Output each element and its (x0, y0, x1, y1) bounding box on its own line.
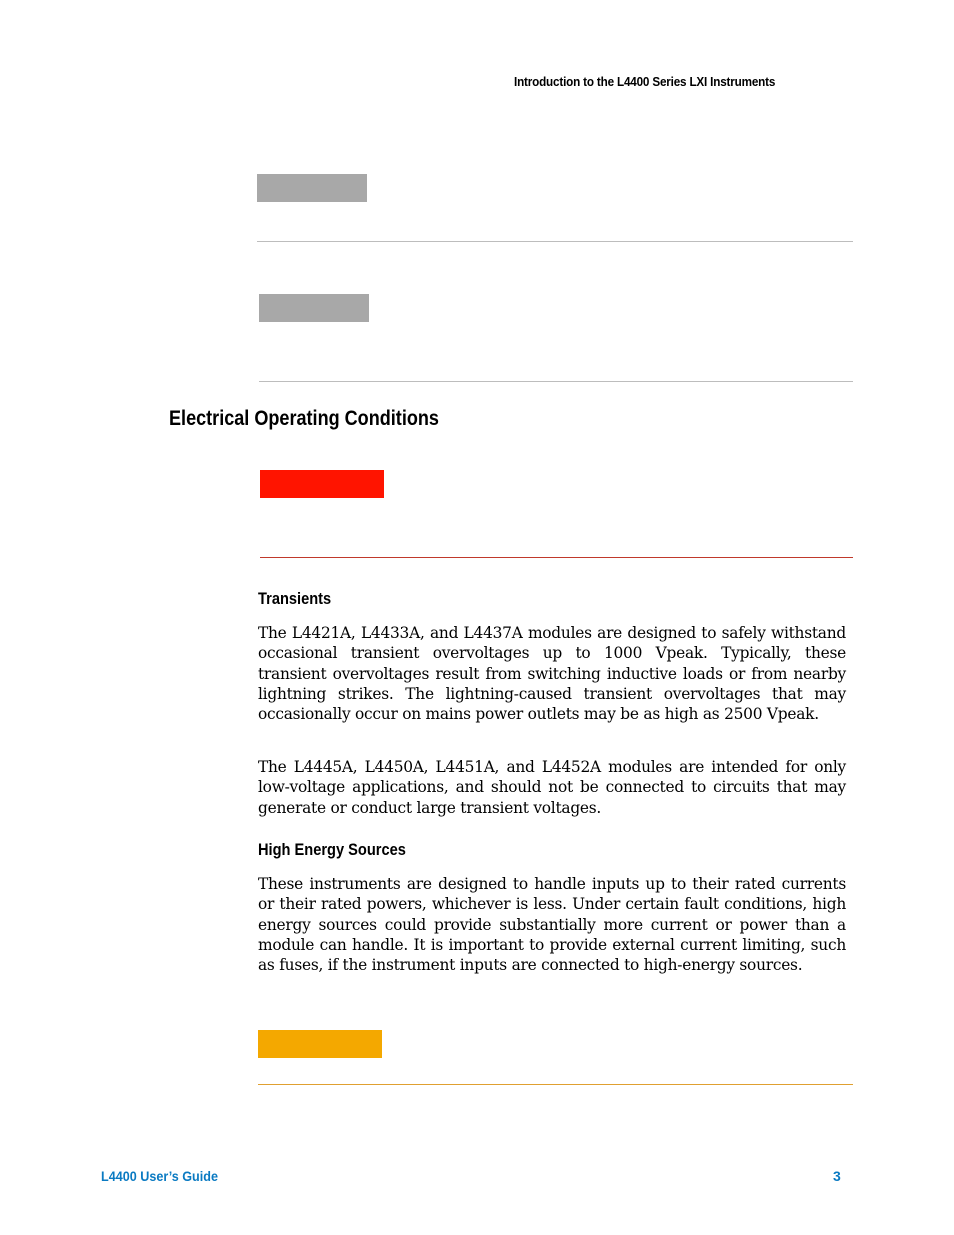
note-divider (259, 381, 853, 382)
caution-label-bar (258, 1030, 382, 1058)
warning-label-bar (260, 470, 384, 498)
note-label-bar (257, 174, 367, 202)
note-label-bar (259, 294, 369, 322)
caution-divider (258, 1084, 853, 1085)
section-title: Electrical Operating Conditions (169, 407, 439, 430)
transients-paragraph-1: The L4421A, L4433A, and L4437A modules are designed to safely withstand occasional transient overvoltages up to 1000 Vpeak. Typically, these transient overvoltages result from switching inductive loads or from nearby lightning strikes. The lightning-caused transient overvoltages that may occasionally occur on mains power outlets may be as high as 2500 Vpeak. (258, 624, 846, 724)
running-header: Introduction to the L4400 Series LXI Instruments (514, 74, 776, 89)
transients-paragraph-2: The L4445A, L4450A, L4451A, and L4452A modules are intended for only low-voltage applications, and should not be connected to circuits that may generate or conduct large transient voltages. (258, 758, 846, 817)
high-energy-heading: High Energy Sources (258, 840, 406, 859)
warning-divider (260, 557, 853, 558)
high-energy-paragraph: These instruments are designed to handle inputs up to their rated currents or their rated powers, whichever is less. Under certain fault conditions, high energy sources could provide substantially more current or power than a module can handle. It is important to provide external current limiting, such as fuses, if the instrument inputs are connected to high-energy sources. (258, 875, 846, 975)
note-divider (257, 241, 853, 242)
transients-heading: Transients (258, 589, 332, 608)
footer-page-number: 3 (833, 1168, 841, 1184)
footer-guide-title: L4400 User’s Guide (101, 1168, 218, 1184)
